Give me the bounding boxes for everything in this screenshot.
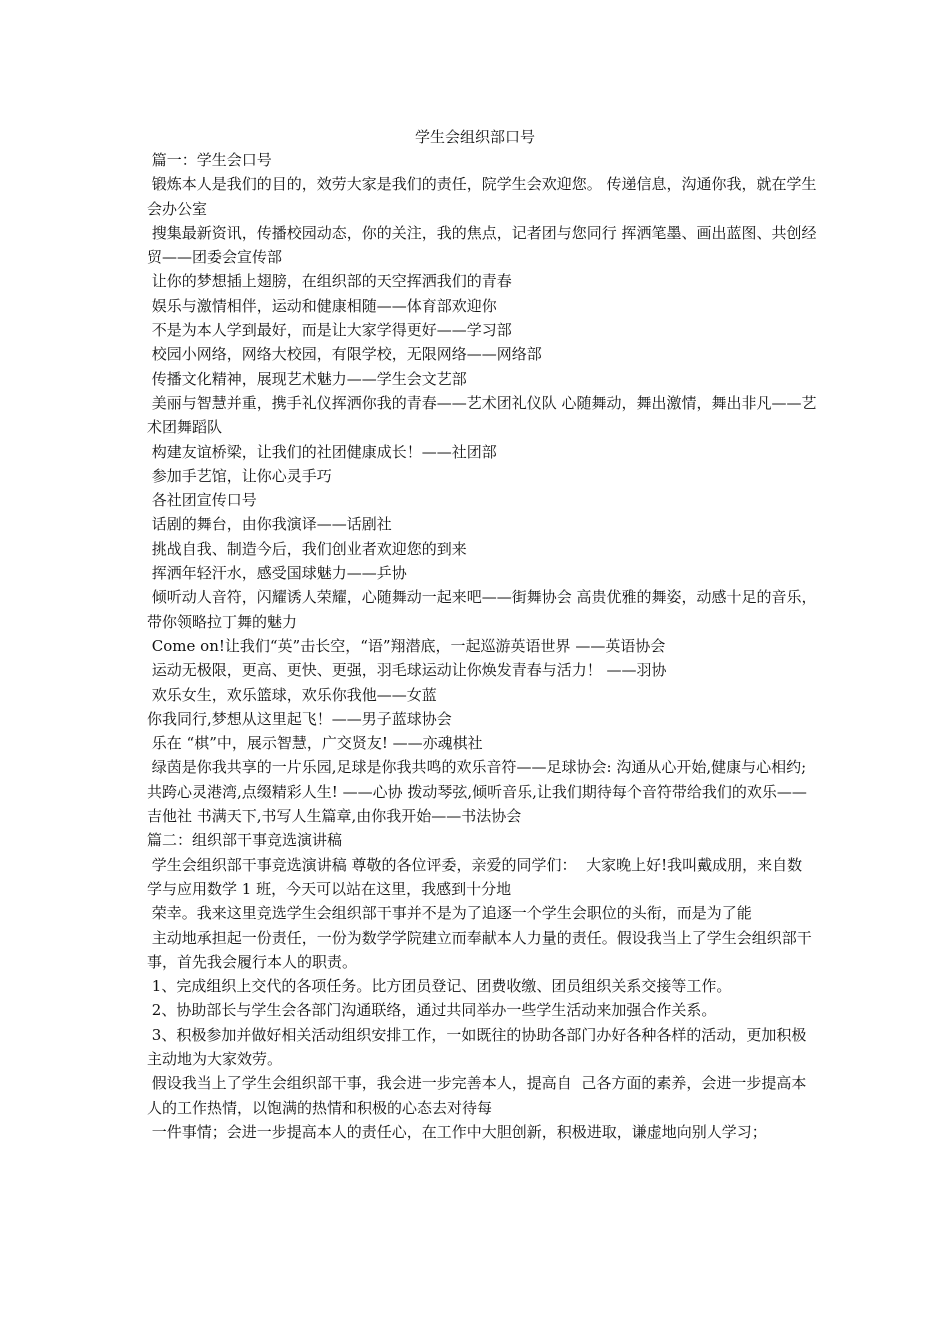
paragraph: 一件事情；会进一步提高本人的责任心，在工作中大胆创新，积极进取，谦虚地向别人学习；	[147, 1122, 767, 1141]
paragraph: Come on!让我们“英”击长空，“语”翔潜底，一起巡游英语世界 ——英语协会	[147, 636, 666, 655]
document-title: 学生会组织部口号	[414, 128, 535, 146]
paragraph: 参加手艺馆，让你心灵手巧	[147, 466, 332, 485]
paragraph: 学生会组织部干事竞选演讲稿 尊敬的各位评委，亲爱的同学们： 大家晚上好!我叫戴成朋，来自数学与应用数学 1 班，今天可以站在这里，我感到十分地	[147, 855, 803, 898]
paragraph: 锻炼本人是我们的目的，效劳大家是我们的责任，院学生会欢迎您。 传递信息，沟通你我，就在学生会办公室	[147, 175, 817, 218]
list-item: 1、完成组织上交代的各项任务。比方团员登记、团费收缴、团员组织关系交接等工作。	[147, 977, 732, 996]
paragraph: 假设我当上了学生会组织部干事，我会进一步完善本人，提高自 己各方面的素养，会进一步提高本人的工作热情，以饱满的热情和积极的心态去对待每	[147, 1074, 807, 1117]
paragraph: 荣幸。我来这里竞选学生会组织部干事并不是为了追逐一个学生会职位的头衔，而是为了能	[147, 904, 752, 923]
paragraph: 各社团宣传口号	[147, 491, 257, 510]
paragraph: 传播文化精神，展现艺术魅力——学生会文艺部	[147, 369, 467, 388]
document-body	[147, 148, 817, 1144]
paragraph: 娱乐与激情相伴，运动和健康相随——体育部欢迎你	[147, 296, 497, 315]
paragraph: 乐在 “棋”中，展示智慧，广交贤友! ——亦魂棋社	[147, 734, 483, 753]
paragraph: 美丽与智慧并重，携手礼仪挥洒你我的青春——艺术团礼仪队 心随舞动，舞出激情，舞出非凡——艺术团舞蹈队	[147, 393, 817, 437]
paragraph: 构建友谊桥梁，让我们的社团健康成长！——社团部	[147, 442, 497, 461]
paragraph: 让你的梦想插上翅膀，在组织部的天空挥洒我们的青春	[147, 272, 512, 291]
paragraph: 欢乐女生，欢乐篮球，欢乐你我他——女蓝	[147, 685, 437, 704]
paragraph: 运动无极限，更高、更快、更强，羽毛球运动让你焕发青春与活力！ ——羽协	[147, 661, 667, 680]
paragraph: 你我同行,梦想从这里起飞！——男子蓝球协会	[147, 709, 452, 728]
section-heading: 篇二：组织部干事竞选演讲稿	[147, 831, 343, 850]
paragraph: 校园小网络，网络大校园，有限学校，无限网络——网络部	[147, 345, 542, 364]
list-item: 3、积极参加并做好相关活动组织安排工作，一如既往的协助各部门办好各种各样的活动，更加积极主动地为大家效劳。	[147, 1025, 807, 1068]
paragraph: 搜集最新资讯，传播校园动态，你的关注，我的焦点，记者团与您同行 挥洒笔墨、画出蓝图、共创经贸——团委会宣传部	[147, 223, 817, 267]
paragraph: 挥洒年轻汗水，感受国球魅力——乒协	[147, 564, 407, 583]
paragraph: 挑战自我、制造今后，我们创业者欢迎您的到来	[147, 539, 467, 558]
paragraph: 倾听动人音符，闪耀诱人荣耀，心随舞动一起来吧——街舞协会 高贵优雅的舞姿，动感十足的音乐，带你领略拉丁舞的魅力	[147, 588, 817, 631]
paragraph: 绿茵是你我共享的一片乐园,足球是你我共鸣的欢乐音符——足球协会: 沟通从心开始,健康与心相约;共跨心灵港湾,点缀精彩人生! ——心协 拨动琴弦,倾听音乐,让我们期待每个音符带给我们的欢乐——吉他社 书满天下,书写人生篇章,由你我开始——书法协会	[147, 758, 807, 826]
section-heading: 篇一：学生会口号	[147, 151, 272, 169]
paragraph: 主动地承担起一份责任，一份为数学学院建立而奉献本人力量的责任。假设我当上了学生会组织部干事，首先我会履行本人的职责。	[147, 928, 812, 971]
paragraph: 话剧的舞台，由你我演译——话剧社	[147, 515, 392, 534]
paragraph: 不是为本人学到最好，而是让大家学得更好——学习部	[147, 321, 512, 340]
list-item: 2、协助部长与学生会各部门沟通联络，通过共同举办一些学生活动来加强合作关系。	[147, 1001, 717, 1020]
